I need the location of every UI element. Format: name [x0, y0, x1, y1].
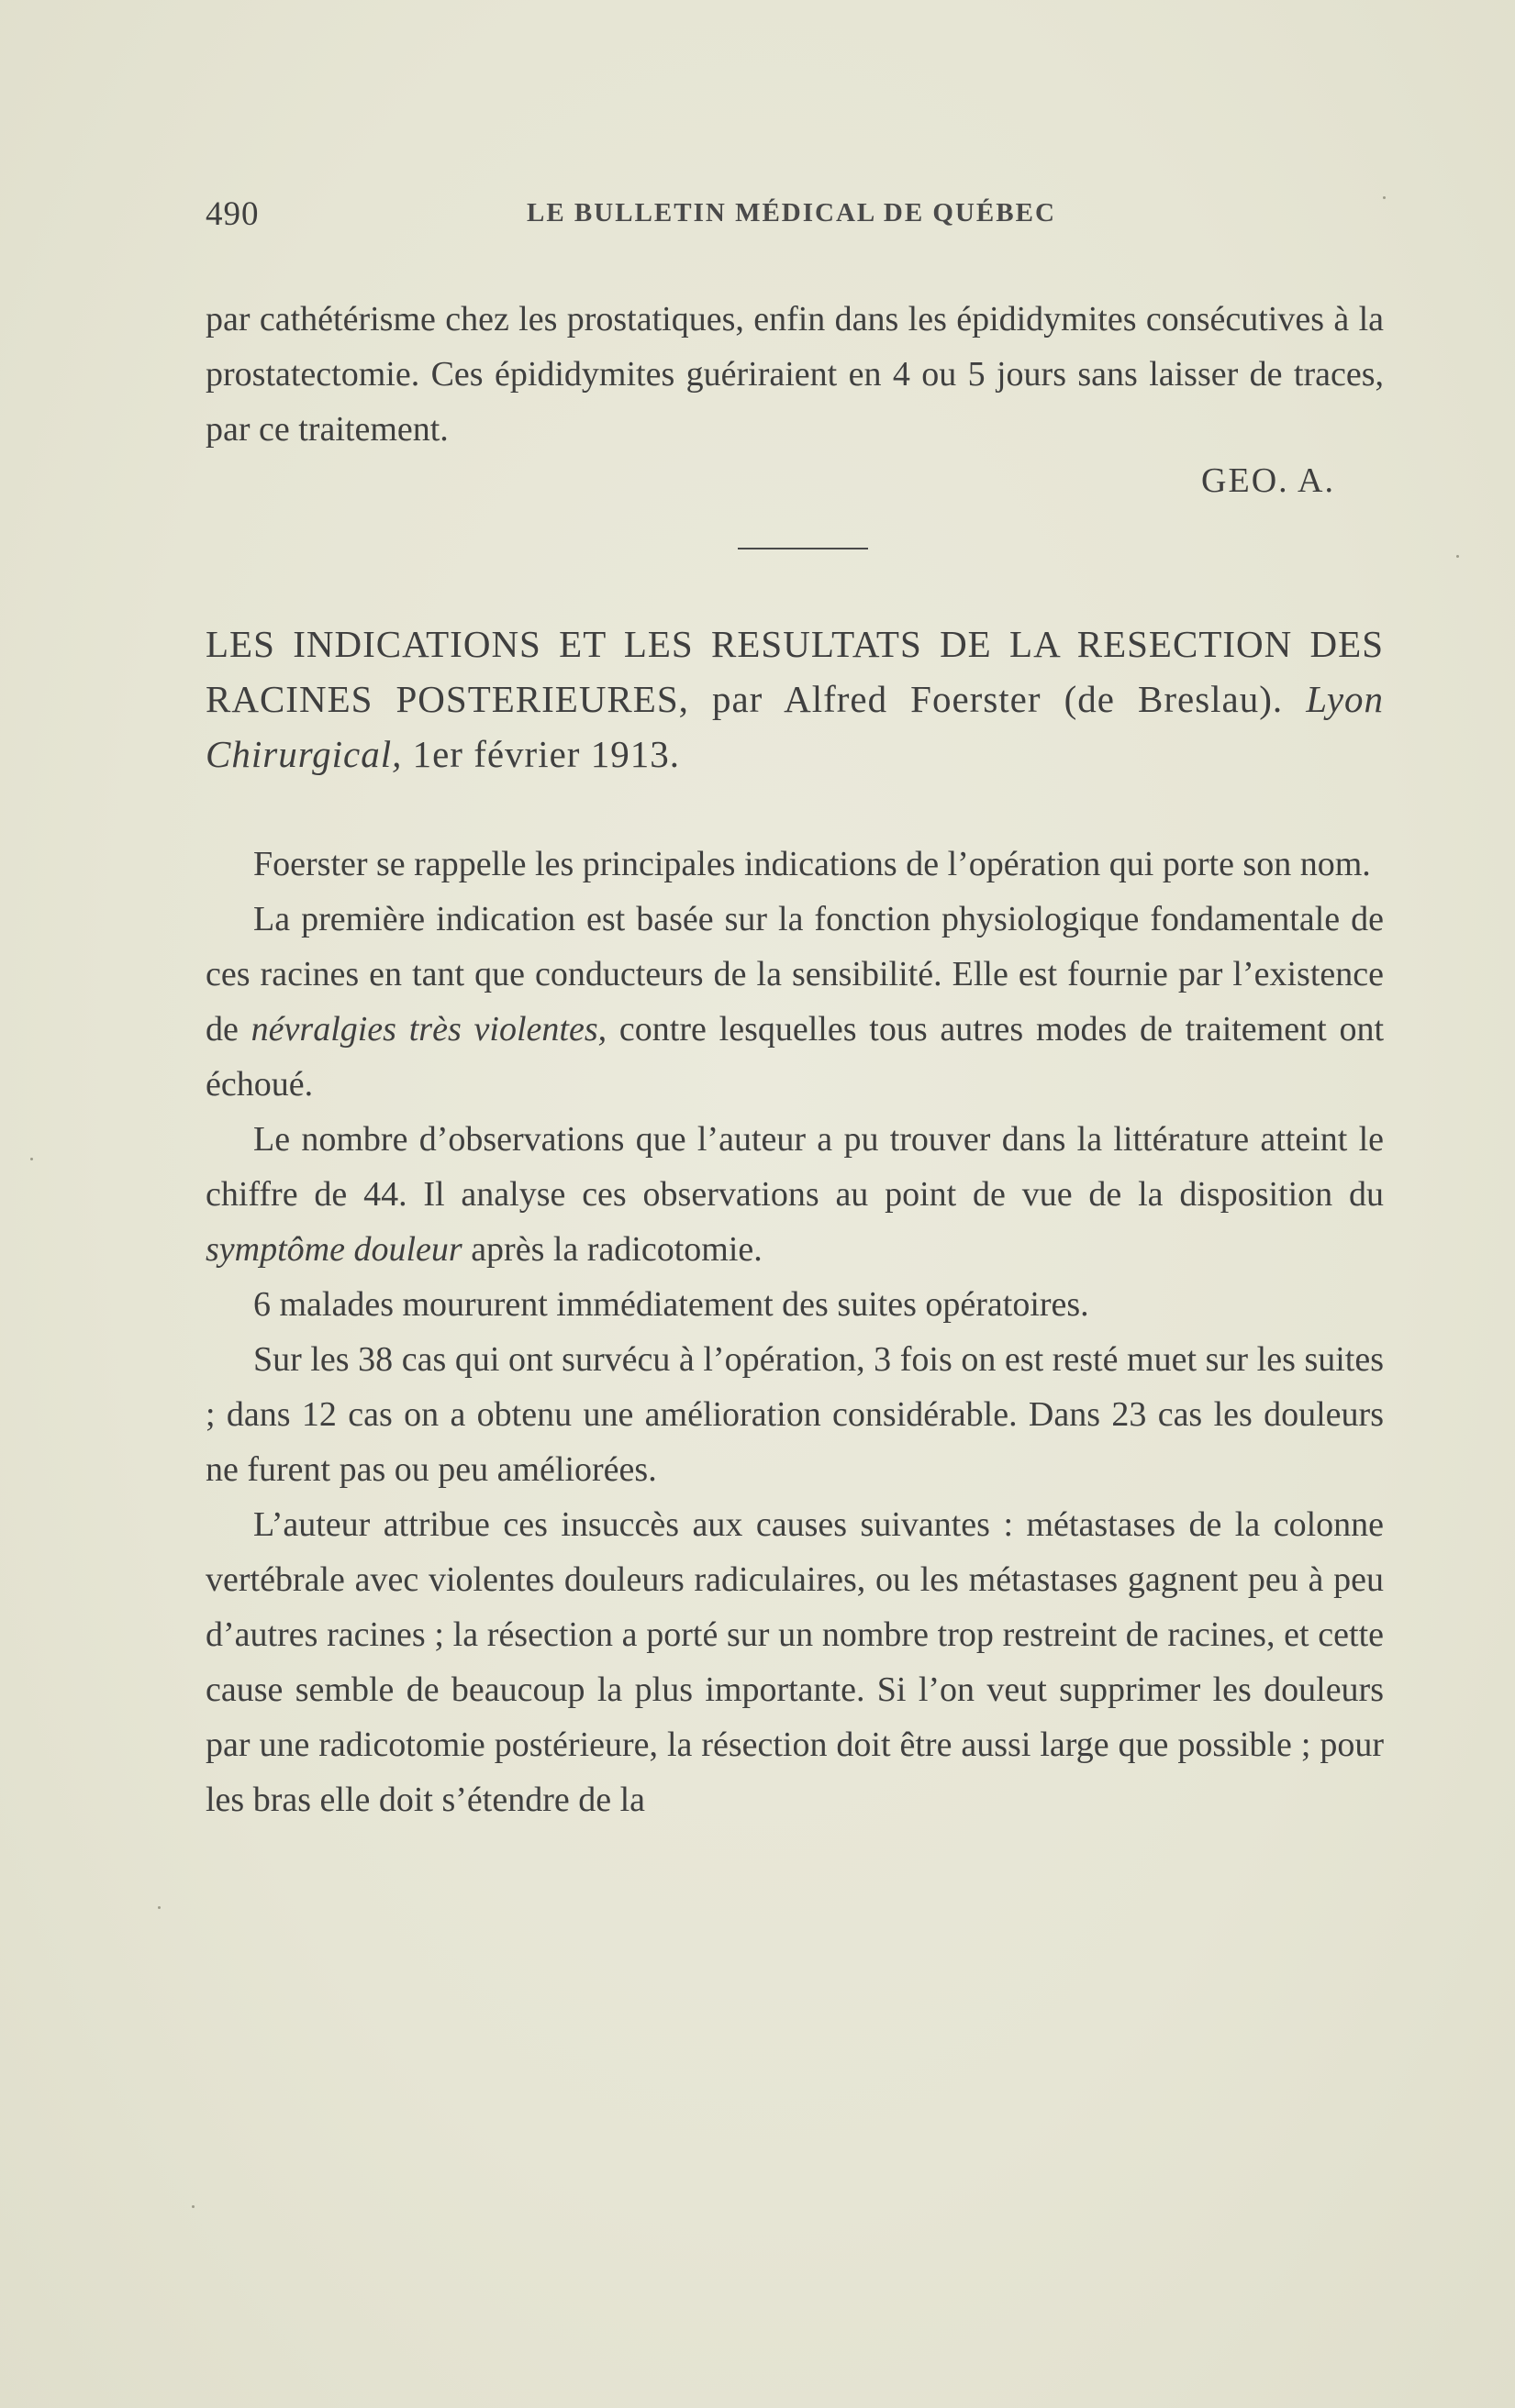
paragraph: Foerster se rappelle les principales indications de l’opération qui porte son nom. — [253, 845, 1371, 883]
paragraph: par cathétérisme chez les prostatiques, enfin dans les épididymites consécutives à la prostatectomie. Ces épididymites guériraient en 4 ou 5 jours sans laisser de traces, par ce traitement. — [206, 300, 1384, 449]
paper-speck — [1383, 196, 1386, 199]
emphasis-text: symptôme douleur — [206, 1230, 462, 1269]
author-signature: GEO. A. — [1201, 461, 1335, 500]
paper-speck — [1456, 555, 1459, 558]
paragraph — [206, 892, 1384, 1112]
paragraph-text: La première indication est basée sur la fonction physiologique fondamentale de ces racines en tant que conducteurs de la sensibilité. Elle est fournie par l’existence de — [206, 900, 1384, 1049]
paragraph-text: contre lesquelles tous autres modes de traitement ont échoué. — [206, 1010, 1385, 1104]
running-head — [206, 194, 1389, 240]
previous-article-conclusion — [206, 292, 1384, 457]
paper-speck — [192, 2205, 195, 2208]
article-heading — [206, 616, 1384, 782]
article-title: LES INDICATIONS ET LES RESULTATS DE LA RESECTION DES RACINES POSTERIEURES, — [206, 623, 1384, 720]
page-number: 490 — [206, 195, 260, 233]
paragraph-text: après la radicotomie. — [471, 1230, 763, 1269]
article-body — [206, 837, 1384, 1827]
journal-title: LE BULLETIN MÉDICAL DE QUÉBEC — [527, 198, 1056, 227]
citation-date: 1er février 1913. — [412, 733, 680, 775]
paragraph: L’auteur attribue ces insuccès aux causes suivantes : métastases de la colonne vertébrale avec violentes douleurs radiculaires, ou les métastases gagnent peu à peu d’autres racines ; la résection a porté sur un nombre trop restreint de racines, et cette cause semble de beaucoup la plus importante. Si l’on veut supprimer les douleurs par une radicotomie postérieure, la résection doit être aussi large que possible ; pour les bras elle doit s’étendre de la — [206, 1505, 1384, 1819]
article-author: par Alfred Foerster (de Breslau). — [711, 678, 1284, 720]
paragraph: 6 malades moururent immédiatement des suites opératoires. — [253, 1285, 1089, 1324]
emphasis-text: névralgies très violentes, — [251, 1010, 607, 1049]
paper-speck — [30, 1158, 33, 1160]
paragraph — [206, 1112, 1384, 1277]
paragraph: Sur les 38 cas qui ont survécu à l’opération, 3 fois on est resté muet sur les suites ; dans 12 cas on a obtenu une amélioration considérable. Dans 23 cas les douleurs ne furent pas ou peu améliorées. — [206, 1340, 1384, 1489]
section-divider — [738, 548, 868, 549]
paper-speck — [158, 1906, 161, 1909]
paragraph-text: Le nombre d’observations que l’auteur a pu trouver dans la littérature atteint le chiffre de 44. Il analyse ces observations au point de vue de la disposition du — [206, 1120, 1384, 1214]
journal-citation: Lyon Chirurgical, — [206, 678, 1385, 775]
